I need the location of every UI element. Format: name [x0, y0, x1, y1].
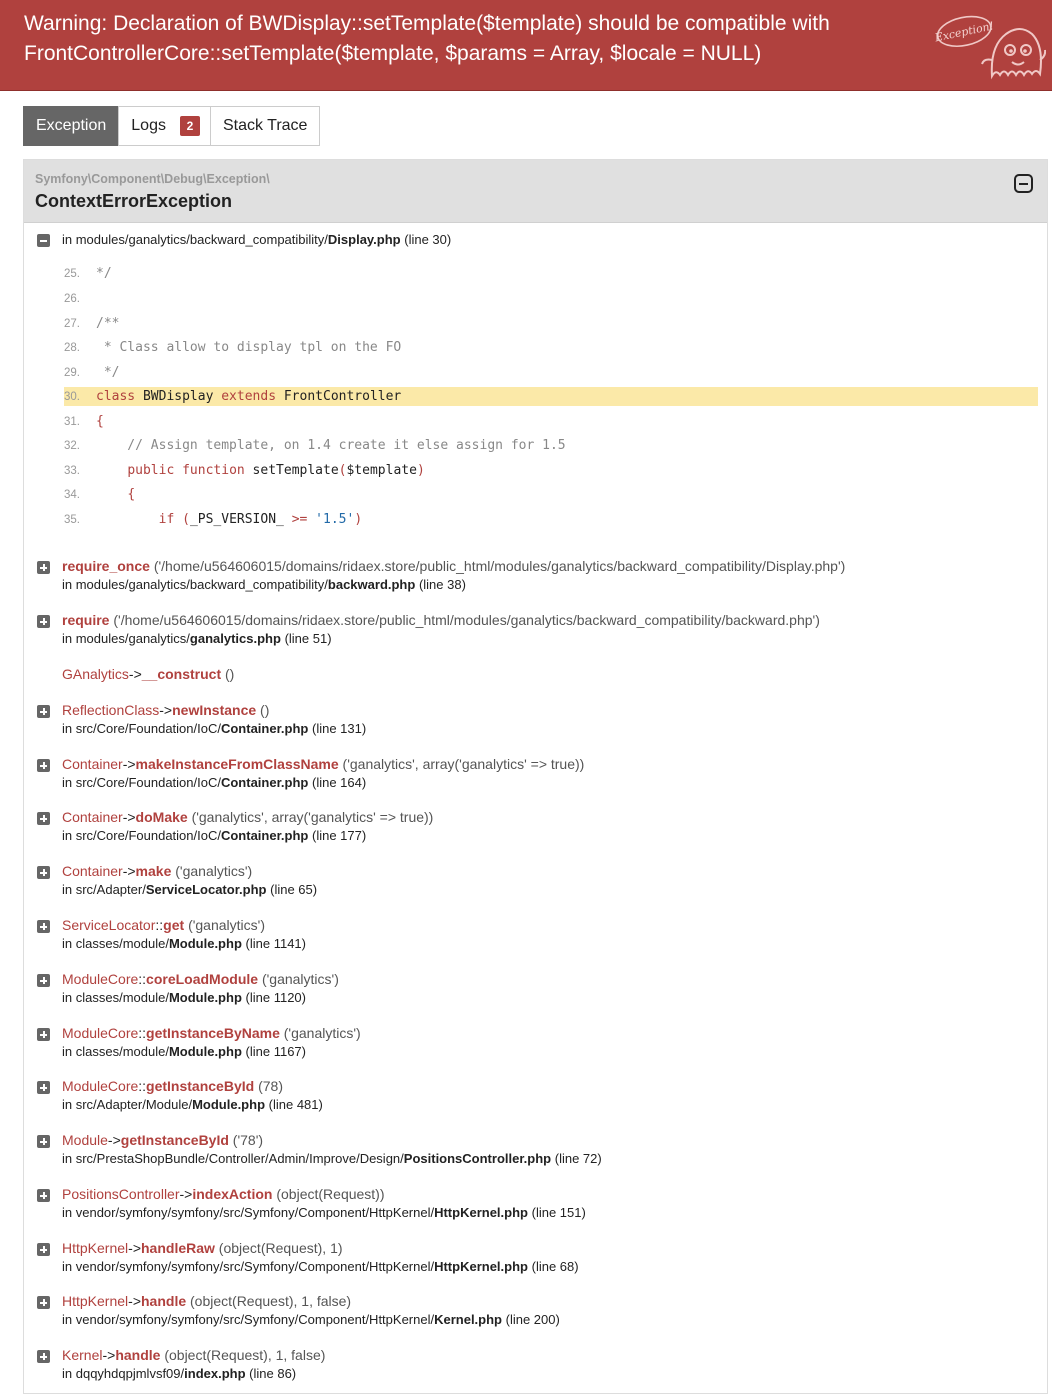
trace-method: newInstance [172, 702, 257, 718]
trace-separator: -> [122, 809, 136, 825]
location-line: (line 30) [404, 232, 452, 247]
location-file: Container.php [220, 721, 309, 736]
trace-call [62, 809, 433, 825]
trace-call [62, 1347, 325, 1363]
expand-plus-icon[interactable] [37, 615, 50, 628]
location-file: Display.php [327, 232, 401, 247]
ghost-icon [934, 8, 1046, 80]
expand-plus-icon[interactable] [37, 974, 50, 987]
location-line: (line 164) [311, 775, 367, 790]
location-prefix: in src/Adapter/ [62, 882, 146, 897]
location-prefix: in classes/module/ [62, 1044, 169, 1059]
trace-class: ReflectionClass [62, 702, 160, 718]
trace-args: ('78') [232, 1132, 264, 1148]
location-line: (line 86) [249, 1366, 297, 1381]
trace-location [62, 936, 306, 951]
location-prefix: in vendor/symfony/symfony/src/Symfony/Component/HttpKernel/ [62, 1259, 435, 1274]
line-number: 26. [64, 293, 80, 305]
location-line: (line 72) [554, 1151, 602, 1166]
line-number: 29. [64, 367, 80, 379]
error-title: Warning: Declaration of BWDisplay::setTemplate($template) should be compatible with FrontControllerCore::setTemplate($template, $params = Array, $locale = NULL) [24, 12, 830, 65]
expand-plus-icon[interactable] [37, 705, 50, 718]
tab-bar [23, 106, 319, 146]
trace-class: PositionsController [62, 1186, 180, 1202]
location-line: (line 68) [531, 1259, 579, 1274]
trace-location [62, 721, 366, 736]
trace-call [62, 756, 584, 772]
trace-call [62, 1293, 351, 1309]
trace-separator: -> [128, 666, 142, 682]
location-prefix: in modules/ganalytics/ [62, 631, 190, 646]
code-text: // Assign template, on 1.4 create it else assign for 1.5 [96, 438, 566, 453]
line-number: 34. [64, 489, 80, 501]
trace-method: handle [115, 1347, 161, 1363]
logs-count-badge: 2 [180, 116, 200, 136]
trace-location [62, 577, 466, 592]
trace-method: handleRaw [141, 1240, 215, 1256]
trace-method: coreLoadModule [146, 971, 259, 987]
trace-location [62, 1097, 323, 1112]
trace-call [62, 863, 252, 879]
trace-args: ('ganalytics') [283, 1025, 361, 1041]
location-prefix: in vendor/symfony/symfony/src/Symfony/Component/HttpKernel/ [62, 1312, 435, 1327]
code-text: * Class allow to display tpl on the FO [96, 340, 402, 355]
line-number: 25. [64, 268, 80, 280]
location-line: (line 131) [311, 721, 367, 736]
exception-namespace: Symfony\Component\Debug\Exception\ [35, 172, 270, 186]
exception-location [62, 232, 451, 247]
line-number: 32. [64, 440, 80, 452]
collapse-minus-icon[interactable] [37, 234, 50, 247]
expand-plus-icon[interactable] [37, 812, 50, 825]
code-line [64, 338, 1038, 357]
location-prefix: in modules/ganalytics/backward_compatibility/ [62, 577, 328, 592]
trace-call [62, 1186, 385, 1202]
trace-args: (object(Request)) [276, 1186, 385, 1202]
code-text: if (_PS_VERSION_ >= '1.5') [158, 512, 363, 527]
location-prefix: in src/Adapter/Module/ [62, 1097, 193, 1112]
trace-class: Kernel [62, 1347, 103, 1363]
expand-plus-icon[interactable] [37, 1296, 50, 1309]
trace-separator: :: [138, 971, 147, 987]
trace-location [62, 1205, 586, 1220]
code-text: */ [96, 365, 120, 380]
trace-separator: -> [128, 1240, 141, 1256]
code-line [64, 412, 1038, 431]
code-line [64, 289, 1038, 308]
collapse-minus-icon[interactable] [1014, 174, 1033, 193]
location-file: HttpKernel.php [434, 1259, 528, 1274]
location-prefix: in dqqyhdqpjmlvsf09/ [62, 1366, 185, 1381]
expand-plus-icon[interactable] [37, 759, 50, 772]
location-line: (line 1120) [245, 990, 306, 1005]
trace-separator: -> [159, 702, 173, 718]
line-number: 31. [64, 416, 80, 428]
code-text: class BWDisplay extends FrontController [96, 389, 402, 404]
trace-location [62, 775, 366, 790]
code-line [64, 485, 1038, 504]
code-line [64, 436, 1038, 455]
location-file: Kernel.php [434, 1312, 502, 1327]
exception-class: ContextErrorException [35, 191, 233, 211]
trace-location [62, 1259, 579, 1274]
code-text: public function setTemplate($template) [127, 463, 425, 478]
trace-separator: -> [122, 756, 136, 772]
trace-class: Module [62, 1132, 108, 1148]
trace-method: doMake [135, 809, 188, 825]
trace-call [62, 1025, 361, 1041]
expand-plus-icon[interactable] [37, 1350, 50, 1363]
code-line [64, 314, 1038, 333]
line-number: 28. [64, 342, 80, 354]
trace-separator: -> [179, 1186, 193, 1202]
location-line: (line 481) [268, 1097, 323, 1112]
trace-method: getInstanceById [120, 1132, 229, 1148]
code-text: */ [96, 266, 112, 281]
trace-class: ServiceLocator [62, 917, 156, 933]
trace-class: ModuleCore [62, 1078, 139, 1094]
trace-separator: :: [155, 917, 164, 933]
code-line [64, 363, 1038, 382]
code-text: { [96, 414, 104, 429]
trace-class: Container [62, 756, 123, 772]
location-file: backward.php [327, 577, 416, 592]
line-number: 30. [64, 391, 80, 403]
location-line: (line 200) [505, 1312, 560, 1327]
code-text: { [127, 487, 136, 502]
expand-plus-icon[interactable] [37, 1135, 50, 1148]
code-line [64, 510, 1038, 529]
trace-class: GAnalytics [62, 666, 129, 682]
trace-method: makeInstanceFromClassName [135, 756, 339, 772]
trace-args: ('/home/u564606015/domains/ridaex.store/public_html/modules/ganalytics/backward_compatibility/backward.php') [113, 612, 820, 628]
trace-class: Container [62, 809, 123, 825]
tab-logs-label: Logs [131, 117, 166, 134]
expand-plus-icon[interactable] [37, 1028, 50, 1041]
trace-location [62, 882, 317, 897]
location-file: ganalytics.php [189, 631, 281, 646]
tab-exception-label: Exception [36, 117, 107, 134]
trace-separator: -> [107, 1132, 121, 1148]
location-file: Container.php [220, 775, 309, 790]
ghost-badge-text: Exception! [934, 19, 996, 45]
trace-args: () [225, 666, 235, 682]
trace-method: require [62, 612, 110, 628]
tab-logs[interactable] [118, 106, 211, 146]
location-prefix: in vendor/symfony/symfony/src/Symfony/Component/HttpKernel/ [62, 1205, 435, 1220]
trace-call [62, 1240, 343, 1256]
line-number: 35. [64, 514, 80, 526]
location-line: (line 51) [284, 631, 332, 646]
trace-location [62, 1366, 296, 1381]
location-line: (line 1141) [245, 936, 306, 951]
trace-location [62, 828, 366, 843]
expand-plus-icon[interactable] [37, 866, 50, 879]
trace-method: get [163, 917, 185, 933]
trace-args: ('ganalytics') [175, 863, 253, 879]
trace-location [62, 631, 332, 646]
line-number: 27. [64, 318, 80, 330]
trace-class: ModuleCore [62, 1025, 139, 1041]
location-prefix: in classes/module/ [62, 990, 169, 1005]
location-prefix: in modules/ganalytics/backward_compatibility/ [62, 232, 328, 247]
trace-method: require_once [62, 558, 150, 574]
code-text: /** [96, 316, 120, 331]
trace-call [62, 612, 820, 628]
location-file: Module.php [168, 936, 242, 951]
location-prefix: in src/Core/Foundation/IoC/ [62, 721, 221, 736]
trace-method: __construct [141, 666, 222, 682]
trace-args: (object(Request), 1) [218, 1240, 343, 1256]
trace-location [62, 1312, 560, 1327]
trace-call [62, 558, 845, 574]
location-file: Module.php [168, 1044, 242, 1059]
trace-method: getInstanceByName [146, 1025, 280, 1041]
trace-class: Container [62, 863, 123, 879]
expand-plus-icon[interactable] [37, 561, 50, 574]
location-line: (line 38) [418, 577, 466, 592]
exception-panel [23, 159, 1048, 1394]
location-line: (line 177) [311, 828, 367, 843]
trace-separator: -> [102, 1347, 116, 1363]
location-file: HttpKernel.php [434, 1205, 528, 1220]
location-file: index.php [184, 1366, 246, 1381]
location-file: PositionsController.php [403, 1151, 552, 1166]
code-line [64, 387, 1038, 406]
location-line: (line 151) [531, 1205, 586, 1220]
tab-exception[interactable] [23, 106, 119, 146]
trace-separator: -> [128, 1293, 141, 1309]
location-file: Module.php [168, 990, 242, 1005]
trace-class: HttpKernel [62, 1293, 129, 1309]
location-prefix: in src/Core/Foundation/IoC/ [62, 775, 221, 790]
trace-method: make [135, 863, 172, 879]
error-header [0, 0, 1052, 91]
trace-call [62, 1132, 263, 1148]
expand-plus-icon[interactable] [37, 1081, 50, 1094]
location-line: (line 1167) [245, 1044, 306, 1059]
trace-class: HttpKernel [62, 1240, 129, 1256]
location-prefix: in src/PrestaShopBundle/Controller/Admin/Improve/Design/ [62, 1151, 404, 1166]
trace-method: indexAction [192, 1186, 273, 1202]
code-line [64, 264, 1038, 283]
expand-plus-icon[interactable] [37, 920, 50, 933]
location-file: Container.php [220, 828, 309, 843]
location-line: (line 65) [270, 882, 318, 897]
location-prefix: in src/Core/Foundation/IoC/ [62, 828, 221, 843]
location-prefix: in classes/module/ [62, 936, 169, 951]
tab-stack-trace[interactable] [210, 106, 320, 146]
trace-method: getInstanceById [146, 1078, 255, 1094]
trace-call [62, 971, 339, 987]
trace-args: ('ganalytics', array('ganalytics' => true)) [191, 809, 434, 825]
location-file: Module.php [192, 1097, 266, 1112]
trace-class: ModuleCore [62, 971, 139, 987]
trace-call [62, 666, 234, 682]
trace-args: ('ganalytics') [188, 917, 265, 933]
trace-args: ('ganalytics', array('ganalytics' => true)) [342, 756, 585, 772]
trace-args: () [260, 702, 270, 718]
trace-args: ('/home/u564606015/domains/ridaex.store/public_html/modules/ganalytics/backward_compatibility/Display.php') [153, 558, 846, 574]
exception-header [24, 160, 1047, 223]
trace-args: ('ganalytics') [261, 971, 339, 987]
trace-args: (object(Request), 1, false) [190, 1293, 352, 1309]
trace-separator: :: [138, 1025, 147, 1041]
trace-method: handle [141, 1293, 187, 1309]
trace-location [62, 990, 306, 1005]
tab-stack-trace-label: Stack Trace [222, 117, 308, 134]
trace-location [62, 1044, 306, 1059]
trace-call [62, 702, 269, 718]
trace-location [62, 1151, 602, 1166]
expand-plus-icon[interactable] [37, 1189, 50, 1202]
expand-plus-icon[interactable] [37, 1243, 50, 1256]
trace-args: (78) [258, 1078, 283, 1094]
trace-separator: -> [122, 863, 136, 879]
trace-args: (object(Request), 1, false) [164, 1347, 326, 1363]
trace-call [62, 917, 265, 933]
trace-call [62, 1078, 283, 1094]
location-file: ServiceLocator.php [145, 882, 267, 897]
trace-separator: :: [138, 1078, 147, 1094]
code-line [64, 461, 1038, 480]
line-number: 33. [64, 465, 80, 477]
